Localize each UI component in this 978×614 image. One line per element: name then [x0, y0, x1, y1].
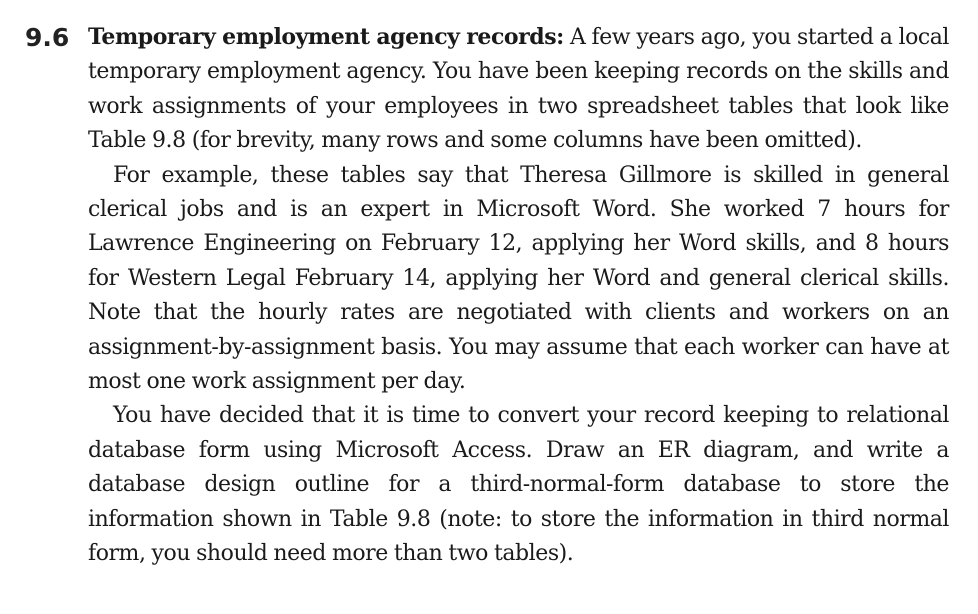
- exercise-body: [88, 20, 949, 572]
- paragraph-2: For example, these tables say that Theresa Gillmore is skilled in general clerical jobs and is an expert in Microsoft Word. She worked 7 hours for Lawrence Engineering on February 12, applying her Word skills, and 8 hours for Western Legal February 14, applying her Word and general clerical skills. Note that the hourly rates are negotiated with clients and workers on an assignment-by-assignment basis. You may assume that each worker can have at most one work assignment per day.: [88, 162, 949, 395]
- paragraph-1: [88, 20, 949, 159]
- paragraph-3: You have decided that it is time to convert your record keeping to relational database form using Microsoft Access. Draw an ER diagram, and write a database design outline for a third-normal-form database to store the information shown in Table 9.8 (note: to store the information in third normal form, you should need more than two tables).: [88, 403, 949, 567]
- paragraph-1-text: A few years ago, you started a local temporary employment agency. You have been keeping records on the skills and work assignments of your employees in two spreadsheet tables that look like Table 9.8 (for brevity, many rows and some columns have been omitted).: [88, 25, 950, 154]
- exercise-number: 9.6: [25, 23, 70, 52]
- exercise-title: Temporary employment agency records:: [88, 24, 564, 50]
